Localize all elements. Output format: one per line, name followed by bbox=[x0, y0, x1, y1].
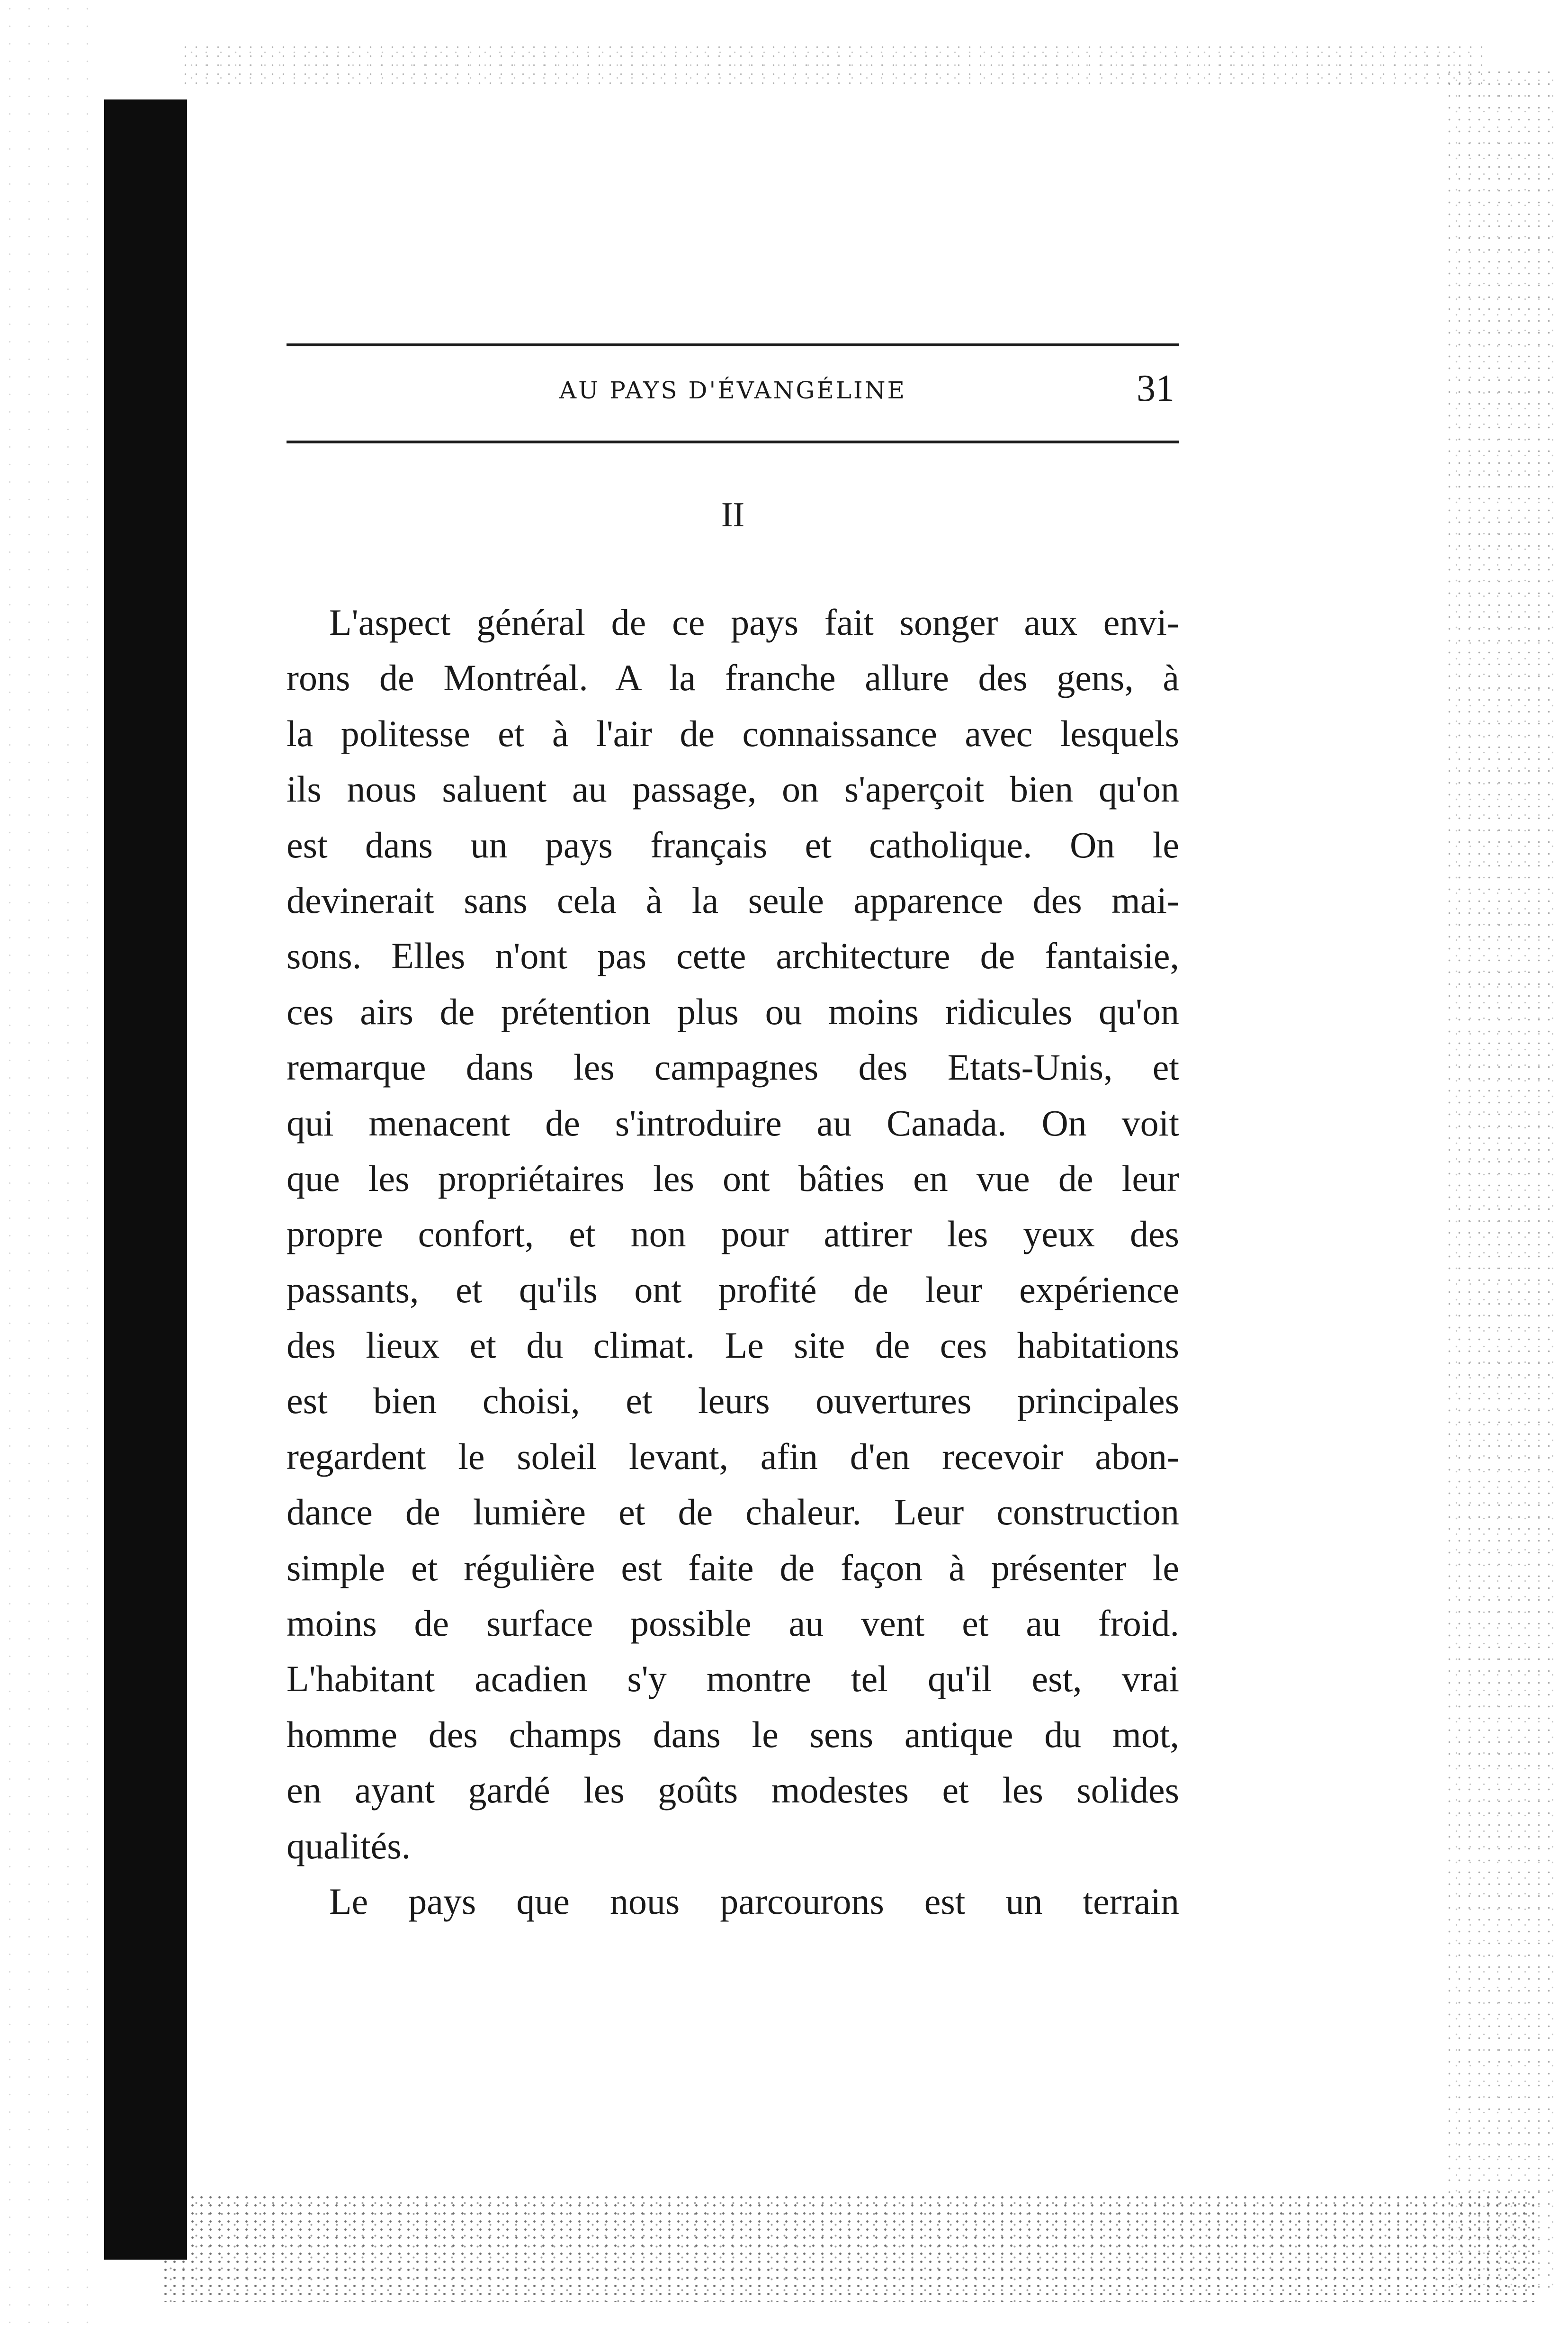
text-line: homme des champs dans le sens antique du mot, bbox=[287, 1713, 1179, 1755]
text-line: L'aspect général de ce pays fait songer aux envi- bbox=[329, 602, 1179, 643]
header-rule-bottom bbox=[287, 441, 1179, 443]
running-header bbox=[287, 343, 1179, 452]
text-line: remarque dans les campagnes des Etats-Unis, et bbox=[287, 1046, 1179, 1088]
text-line: est dans un pays français et catholique. On le bbox=[287, 824, 1179, 865]
text-line: L'habitant acadien s'y montre tel qu'il est, vrai bbox=[287, 1658, 1179, 1700]
text-line: passants, et qu'ils ont profité de leur expérience bbox=[287, 1269, 1179, 1310]
text-line: dance de lumière et de chaleur. Leur construction bbox=[287, 1491, 1179, 1533]
page-binding-shadow bbox=[104, 99, 187, 2260]
text-line: rons de Montréal. A la franche allure des gens, à bbox=[287, 657, 1179, 699]
running-title: AU PAYS D'ÉVANGÉLINE bbox=[559, 377, 906, 404]
text-line: la politesse et à l'air de connaissance avec lesquels bbox=[287, 712, 1179, 754]
header-rule-top bbox=[287, 343, 1179, 346]
page-number: 31 bbox=[1137, 368, 1174, 409]
body-text bbox=[287, 595, 1179, 1929]
text-line: Le pays que nous parcourons est un terrain bbox=[329, 1880, 1179, 1922]
text-line: devinerait sans cela à la seule apparence des mai- bbox=[287, 879, 1179, 921]
text-line: regardent le soleil levant, afin d'en recevoir abon- bbox=[287, 1435, 1179, 1477]
scan-noise-top bbox=[180, 43, 1482, 85]
text-line: est bien choisi, et leurs ouvertures principales bbox=[287, 1380, 1179, 1422]
text-line: sons. Elles n'ont pas cette architecture de fantaisie, bbox=[287, 935, 1179, 977]
scan-noise-left bbox=[0, 0, 99, 2334]
text-line: ils nous saluent au passage, on s'aperçoit bien qu'on bbox=[287, 768, 1179, 810]
text-line: ces airs de prétention plus ou moins ridicules qu'on bbox=[287, 991, 1179, 1032]
text-line: simple et régulière est faite de façon à présenter le bbox=[287, 1547, 1179, 1588]
text-line: propre confort, et non pour attirer les yeux des bbox=[287, 1213, 1179, 1255]
text-line: des lieux et du climat. Le site de ces habitations bbox=[287, 1325, 1179, 1366]
text-line: moins de surface possible au vent et au froid. bbox=[287, 1603, 1179, 1644]
text-line: qualités. bbox=[287, 1825, 411, 1866]
chapter-number: II bbox=[721, 496, 745, 534]
text-line: qui menacent de s'introduire au Canada. On voit bbox=[287, 1102, 1179, 1144]
scan-noise-right bbox=[1444, 66, 1553, 2293]
scan-noise-bottom bbox=[161, 2193, 1534, 2302]
text-line: que les propriétaires les ont bâties en vue de leur bbox=[287, 1157, 1179, 1199]
text-line: en ayant gardé les goûts modestes et les solides bbox=[287, 1769, 1179, 1811]
